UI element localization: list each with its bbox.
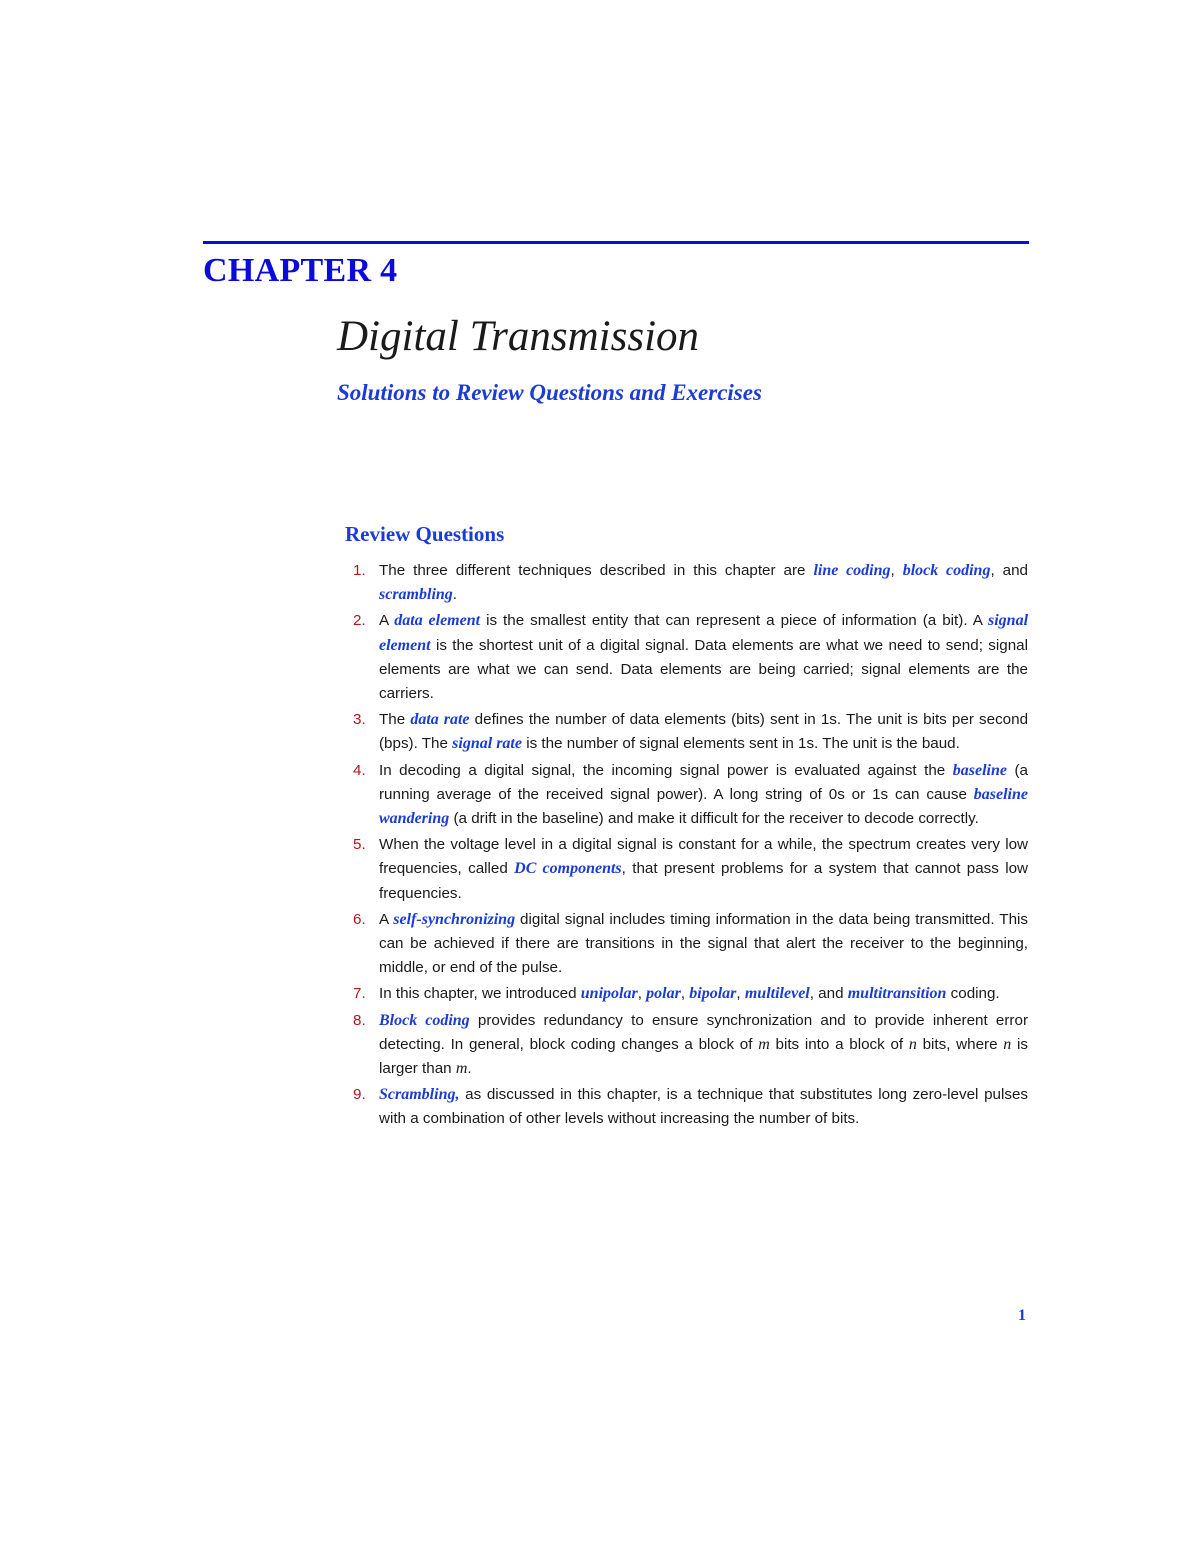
question-text: , [736,985,745,1003]
key-term: signal element [379,612,1029,654]
question-text: A [379,910,394,928]
question-text: provides redundancy to ensure synchronization and to provide inherent error detecting. In general, block coding changes a block of [379,1011,1028,1053]
question-text: When the voltage level in a digital signal is constant for a while, the spectrum creates very low frequencies, called [379,836,1028,878]
key-term: Scrambling, [379,1086,460,1104]
question-number: 7. [353,985,366,1003]
question-text: , and [990,562,1028,579]
key-term: bipolar [689,985,737,1003]
key-term: scrambling [379,586,453,604]
question-item [345,759,1028,832]
key-term: Block coding [379,1011,470,1029]
math-variable: n [908,1035,917,1053]
key-term: block coding [902,562,991,579]
key-term: multitransition [847,985,947,1003]
chapter-label: CHAPTER 4 [203,252,398,289]
question-number: 8. [353,1011,366,1029]
question-text: . [452,586,458,604]
question-text: , [890,562,903,579]
question-text: is larger than [379,1035,1028,1078]
page-number: 1 [1018,1307,1026,1324]
question-text: (a running average of the received signal power). A long string of 0s or 1s can cause [379,761,1028,803]
question-item [345,1083,1028,1131]
key-term: baseline wandering [379,785,1028,828]
question-text: , that present problems for a system that cannot pass low frequencies. [379,860,1029,902]
key-term: line coding [813,562,891,579]
question-text: In this chapter, we introduced [379,985,581,1003]
question-text: defines the number of data elements (bits) sent in 1s. The unit is bits per second (bps). The [379,711,1029,753]
question-text: bits into a block of [769,1035,909,1053]
question-number: 6. [353,910,366,928]
question-number: 5. [353,836,366,854]
question-text: (a drift in the baseline) and make it difficult for the receiver to decode correctly. [449,810,979,828]
question-number: 2. [353,612,366,630]
question-text: The [379,711,411,729]
question-number: 9. [353,1086,366,1104]
question-item [345,982,1028,1006]
question-item [345,708,1028,756]
question-text: In decoding a digital signal, the incoming signal power is evaluated against the [379,761,953,779]
review-questions-list [345,559,1028,1134]
question-text: The three different techniques described in this chapter are [379,562,814,579]
question-item [345,1009,1028,1082]
chapter-rule [203,241,1029,244]
math-variable: n [1003,1035,1012,1053]
chapter-subtitle: Solutions to Review Questions and Exercises [337,380,762,405]
key-term: unipolar [580,985,638,1003]
key-term: data rate [410,711,470,729]
key-term: multilevel [744,985,810,1003]
question-number: 1. [353,562,366,579]
question-item [345,609,1028,706]
key-term: signal rate [452,735,522,753]
question-number: 4. [353,761,366,779]
key-term: baseline [952,761,1007,779]
question-item [345,559,1028,607]
key-term: polar [646,985,681,1003]
question-text: coding. [946,985,1000,1003]
key-term: self-synchronizing [393,910,516,928]
section-heading-review-questions: Review Questions [345,522,505,546]
question-text: as discussed in this chapter, is a technique that substitutes long zero-level pulses with a combination of other levels without increasing the number of bits. [379,1086,1028,1128]
question-text: is the smallest entity that can represent a piece of information (a bit). A [480,612,988,630]
question-text: , [680,985,690,1003]
chapter-title: Digital Transmission [337,313,700,360]
question-item [345,833,1028,906]
question-text: digital signal includes timing information in the data being transmitted. This can be achieved if there are transitions in the signal that alert the receiver to the beginning, middle, or end of the pulse. [379,910,1028,977]
question-text: A [379,612,395,630]
question-number: 3. [353,711,366,729]
question-text: bits, where [916,1035,1004,1053]
math-variable: m [455,1060,468,1078]
key-term: data element [394,612,481,630]
question-text: , [637,985,647,1003]
question-text: is the number of signal elements sent in 1s. The unit is the baud. [521,735,960,753]
question-text: is the shortest unit of a digital signal. Data elements are what we need to send; signal elements are what we can send. Data elements are being carried; signal elements are the carriers. [379,636,1028,703]
key-term: DC components [514,860,622,878]
question-text: . [467,1060,472,1078]
question-text: , and [809,985,848,1003]
question-item [345,908,1028,981]
math-variable: m [758,1035,770,1053]
